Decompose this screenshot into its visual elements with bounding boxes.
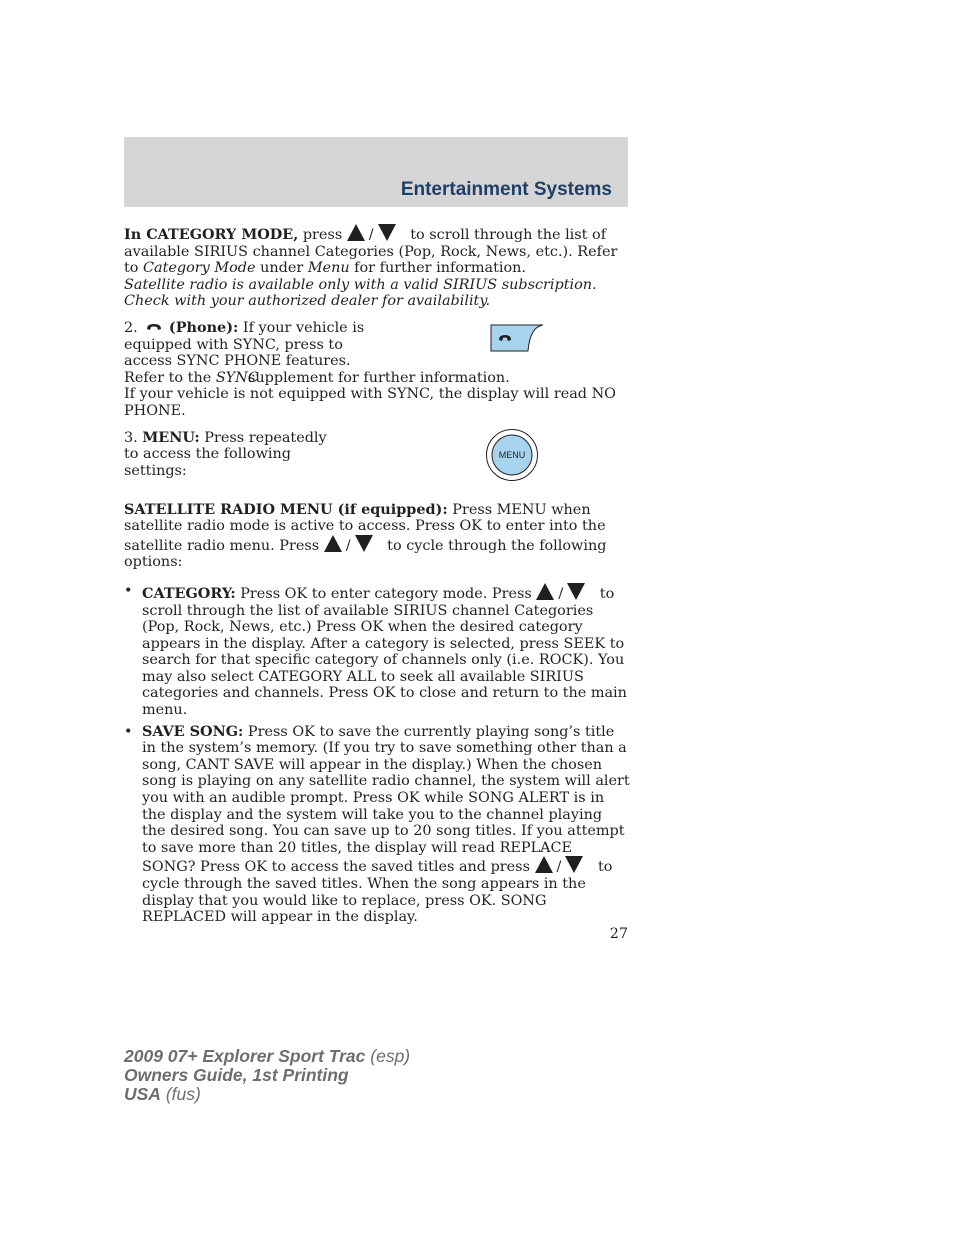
text-run: If your vehicle is equipped with SYNC, press to access SYNC PHONE features. Refer to the <box>124 319 365 386</box>
footer-lang: (esp) <box>365 1046 411 1066</box>
text-run: under <box>255 260 308 277</box>
item-number: 2. <box>124 319 138 336</box>
page-content <box>124 224 630 931</box>
text-run: supplement for further information. <box>248 369 510 386</box>
menu-item <box>124 430 340 496</box>
page-number: 27 <box>609 926 628 942</box>
up-arrow-icon <box>347 224 365 241</box>
page-title: Entertainment Systems <box>400 179 612 200</box>
option-lead: CATEGORY: <box>142 584 236 602</box>
list-item <box>124 724 630 926</box>
category-mode-lead: In CATEGORY MODE, <box>124 226 299 243</box>
text-run: to cycle through the following options: <box>124 537 607 571</box>
menu-button-illustration <box>485 428 539 482</box>
italic-ref: Menu <box>307 260 350 277</box>
text-run: for further information. <box>349 260 526 277</box>
footer-printing: Owners Guide, 1st Printing <box>124 1065 349 1085</box>
no-sync-note: If your vehicle is not equipped with SYNC, the display will read NO PHONE. <box>124 386 616 419</box>
subscription-note: Satellite radio is available only with a valid SIRIUS subscription. Check with your authorized dealer for availability. <box>124 276 597 310</box>
down-arrow-icon <box>378 224 396 241</box>
italic-ref: Category Mode <box>143 260 256 277</box>
up-arrow-icon <box>536 583 554 600</box>
header-band <box>124 137 628 207</box>
document-footer <box>124 1047 410 1104</box>
down-arrow-icon <box>355 535 373 552</box>
slash-separator: / <box>558 585 564 602</box>
slash-separator: / <box>368 227 374 243</box>
footer-market: USA <box>124 1084 161 1104</box>
phone-icon <box>146 322 162 332</box>
menu-button-label: MENU <box>498 450 526 460</box>
text-run: Press MENU when satellite radio mode is active to access. Press OK to enter into the satellite radio menu. Press <box>124 501 606 554</box>
option-lead: SAVE SONG: <box>142 722 244 740</box>
text-run: to scroll through the list of available SIRIUS channel Categories (Pop, Rock, News, etc.). Refer to <box>124 227 618 277</box>
down-arrow-icon <box>567 583 585 600</box>
text-run: Press OK to enter category mode. Press <box>235 585 537 602</box>
phone-item <box>124 320 630 420</box>
italic-ref: SYNC <box>215 369 259 386</box>
text-run: Press OK to save the currently playing song’s title in the system’s memory. (If you try to save something other than a song, CANT SAVE will appear in the display.) When the chosen song is playing on any satellite radio channel, the system will alert you with an audible prompt. Press OK while SONG ALERT is in the display and the system will take you to the channel playing the desired song. You can save up to 20 song titles. If you attempt to save more than 20 titles, the display will read REPLACE SONG? Press OK to access the saved titles and press <box>142 723 630 876</box>
satellite-menu-lead: SATELLITE RADIO MENU (if equipped): <box>124 500 448 518</box>
text-run: press <box>298 227 347 243</box>
bullet: • <box>124 723 133 740</box>
text-run: Press repeatedly to access the following settings: <box>124 429 327 479</box>
slash-separator: / <box>345 537 351 554</box>
menu-lead: MENU: <box>142 428 200 446</box>
phone-lead: (Phone): <box>168 318 239 336</box>
footer-market-code: (fus) <box>160 1084 201 1104</box>
satellite-menu-paragraph <box>124 502 630 571</box>
item-number: 3. <box>124 429 138 446</box>
bullet: • <box>124 582 133 599</box>
list-item <box>124 583 630 719</box>
up-arrow-icon <box>535 856 553 873</box>
up-arrow-icon <box>324 535 342 552</box>
text-run: to cycle through the saved titles. When the song appears in the display that you would like to replace, press OK. SONG REPLACED will appear in the display. <box>142 859 613 926</box>
footer-model: 2009 07+ Explorer Sport Trac <box>124 1046 366 1066</box>
text-run: to scroll through the list of available SIRIUS channel Categories (Pop, Rock, News, etc.) Press OK when the desired category appears in the display. After a category is selected, press SEEK to search for that specific category of channels only (i.e. ROCK). You may also select CATEGORY ALL to seek all available SIRIUS categories and channels. Press OK to close and return to the main menu. <box>142 585 627 719</box>
phone-button-illustration <box>490 324 544 352</box>
down-arrow-icon <box>565 856 583 873</box>
options-list <box>124 583 630 926</box>
category-mode-paragraph <box>124 224 630 310</box>
slash-separator: / <box>556 859 562 876</box>
